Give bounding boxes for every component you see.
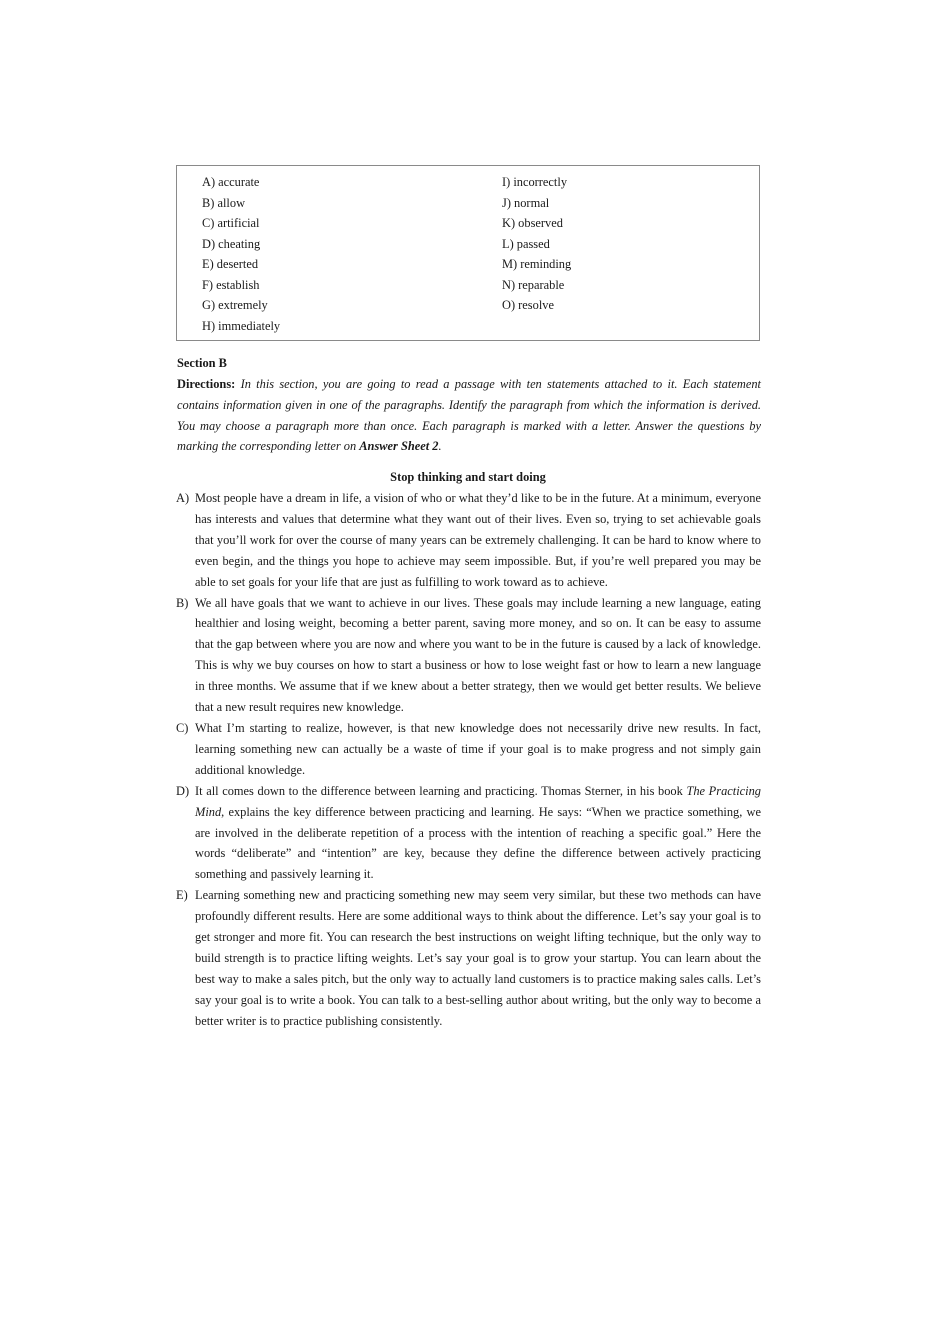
word-option: J) normal <box>502 195 550 210</box>
directions-text: In this section, you are going to read a passage with ten statements attached to it. Each statement contains information given in one of the paragraphs. Identify the paragraph from which the information is derived. You may choose a paragraph more than once. Each paragraph is marked with a letter. Answer the questions by marking the corresponding letter on <box>177 377 761 454</box>
section-heading: Section B <box>177 356 227 370</box>
paragraph-letter: A) <box>176 491 190 505</box>
passage-body <box>176 488 761 1032</box>
paragraph-text: Most people have a dream in life, a vision of who or what they’d like to be in the future. At a minimum, everyone has interests and values that determine what they want out of their lives. Even so, trying to set achievable goals that you’ll work for over the course of many years can be extremely challenging. It can be hard to know where to even begin, and the things you hope to achieve may seem impossible. But, if you’re well prepared you may be able to set goals for your life that are just as fulfilling to work toward as to achieve. <box>195 491 761 589</box>
word-option: D) cheating <box>202 236 261 251</box>
word-option: F) establish <box>202 277 260 292</box>
word-option: I) incorrectly <box>502 175 568 189</box>
paragraph-text-part: , explains the key difference between practicing and learning. He says: “When we practice something, we are involved in the deliberate repetition of a process with the intention of reaching a specific goal.” Here the words “deliberate” and “intention” are key, because they define the difference between actively practicing something and passively learning it. <box>195 804 761 882</box>
directions-end: . <box>438 439 442 454</box>
paragraph-text-part: It all comes down to the difference between learning and practicing. Thomas Sterner, in his book <box>195 783 683 798</box>
answer-sheet-reference: Answer Sheet 2 <box>359 439 439 454</box>
paragraph-letter: B) <box>176 595 189 610</box>
word-option: A) accurate <box>202 175 260 189</box>
word-option: H) immediately <box>202 318 281 333</box>
paragraph-c <box>176 718 761 781</box>
word-option: C) artificial <box>202 216 260 230</box>
passage-title: Stop thinking and start doing <box>390 470 546 484</box>
paragraph-e <box>176 885 761 1031</box>
word-option: L) passed <box>502 236 550 251</box>
paragraph-letter: E) <box>176 888 188 903</box>
paragraph-letter: C) <box>176 720 189 735</box>
word-option: E) deserted <box>202 257 259 271</box>
paragraph-text: Learning something new and practicing something new may seem very similar, but these two methods can have profoundly different results. Here are some additional ways to think about the difference. Let’s say your goal is to get stronger and more fit. You can research the best instructions on weight lifting technique, but the only way to build strength is to practice lifting weights. Let’s say your goal is to grow your startup. You can learn about the best way to make a sales pitch, but the only way to actually land customers is to practice making sales calls. Let’s say your goal is to write a book. You can talk to a best-selling author about writing, but the only way to become a better writer is to practice publishing consistently. <box>195 888 761 1028</box>
paragraph-text: We all have goals that we want to achieve in our lives. These goals may include learning a new language, eating healthier and losing weight, becoming a better parent, saving more money, and so on. It can be easy to assume that the gap between where you are now and where you want to be in the future is caused by a lack of knowledge. This is why we buy courses on how to start a business or how to lose weight fast or how to learn a new language in three months. We assume that if we knew about a better strategy, then we would get better results. We believe that a new result requires new knowledge. <box>195 595 761 715</box>
word-option: G) extremely <box>202 298 268 312</box>
paragraph-text: What I’m starting to realize, however, is that new knowledge does not necessarily drive new results. In fact, learning something new can actually be a waste of time if your goal is to make progress and not simply gain additional knowledge. <box>195 720 761 777</box>
word-bank-box <box>176 165 760 341</box>
paragraph-letter: D) <box>176 783 190 798</box>
book-title: The Practicing Mind <box>195 783 761 819</box>
paragraph-b <box>176 593 761 718</box>
word-bank-right-column <box>502 172 571 316</box>
paragraph-a <box>176 488 761 593</box>
word-option: K) observed <box>502 216 563 230</box>
paragraph-d <box>176 781 761 886</box>
word-option: M) reminding <box>502 257 572 271</box>
directions-label: Directions: <box>177 377 236 391</box>
word-option: O) resolve <box>502 298 554 312</box>
word-option: N) reparable <box>502 277 565 292</box>
directions-block <box>177 374 761 457</box>
word-option: B) allow <box>202 195 246 210</box>
word-bank-left-column <box>202 172 280 336</box>
